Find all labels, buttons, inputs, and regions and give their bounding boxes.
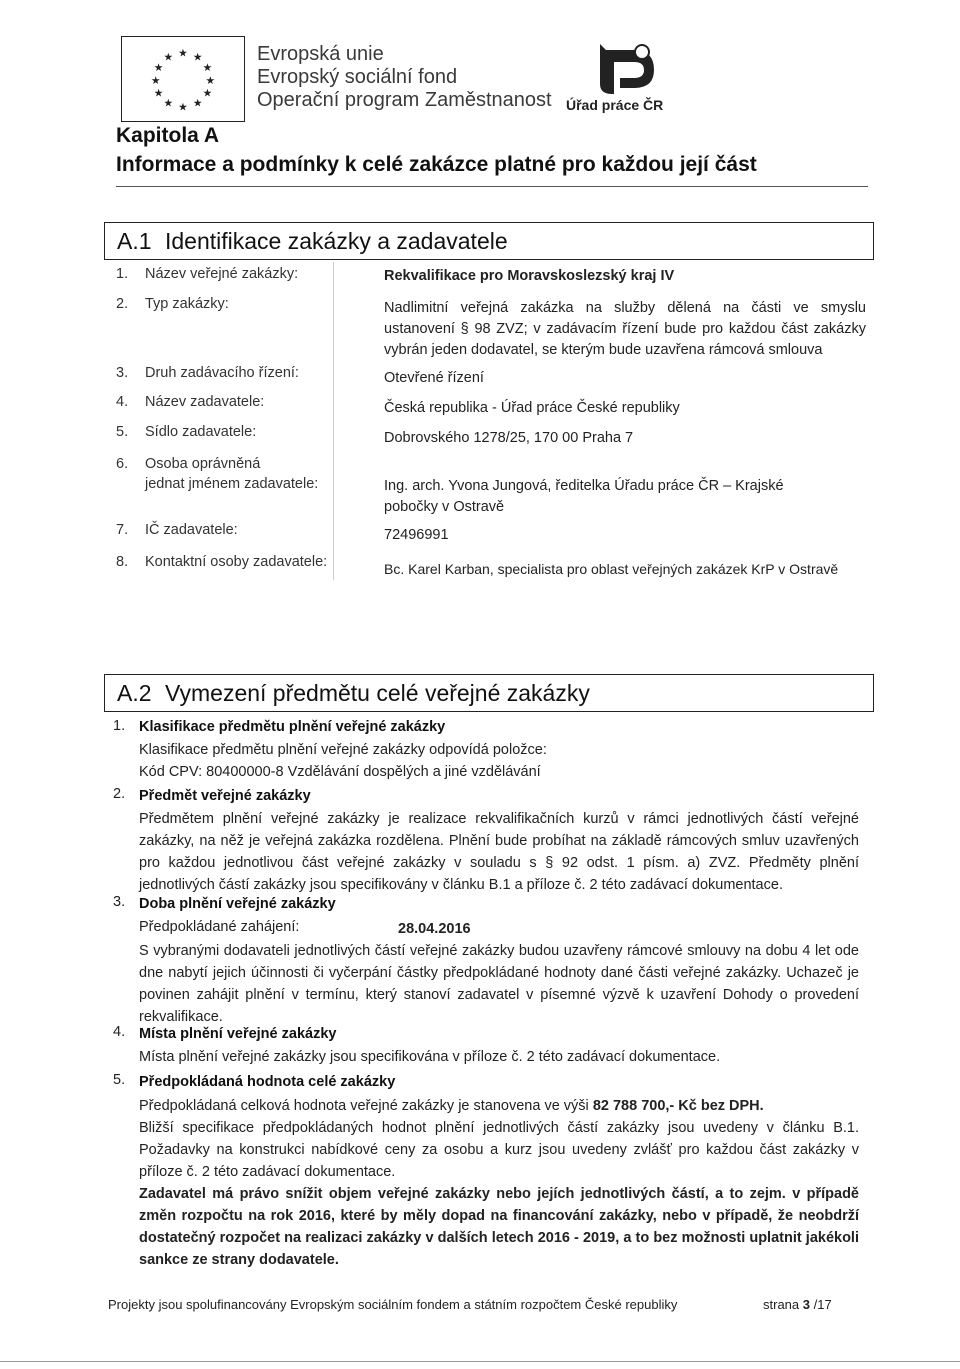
chapter-title: Kapitola A <box>116 124 220 147</box>
a2-item-title: Předpokládaná hodnota celé zakázky <box>139 1074 396 1090</box>
svg-text:★: ★ <box>202 61 213 75</box>
a2-item-text: S vybranými dodavateli jednotlivých částí veřejné zakázky budou uzavřeny rámcové smlouvy na dobu 4 let ode dne nabytí jejich účinnosti či vyčerpání částky předpokládané hodnoty dané části veřejné zakázky. Uchazeč je povinen zahájit plnění v termínu, který stanoví zadavatel v písemné výzvě k uzavření Dohody o provedení rekvalifikace. <box>139 943 859 1025</box>
svg-text:★: ★ <box>192 96 203 110</box>
a2-item-title: Místa plnění veřejné zakázky <box>139 1026 337 1042</box>
a2-item-text: Místa plnění veřejné zakázky jsou specifikována v příloze č. 2 této zadávací dokumentace. <box>139 1049 721 1065</box>
a1-row-label: 1. Název veřejné zakázky: <box>116 266 299 282</box>
a1-row-label: 4. Název zadavatele: <box>116 394 265 410</box>
a1-row-value: Rekvalifikace pro Moravskoslezský kraj IV <box>384 268 675 284</box>
svg-text:★: ★ <box>178 46 188 60</box>
a1-row-label: 7. IČ zadavatele: <box>116 522 238 538</box>
a2-item-number: 3. <box>113 894 126 910</box>
page-bottom-edge <box>0 1361 960 1362</box>
a1-row-label: 2. Typ zakázky: <box>116 296 229 312</box>
page-number: strana 3 /17 <box>763 1297 832 1312</box>
svg-text:★: ★ <box>205 73 216 87</box>
a1-row-label: 6. Osoba oprávněná jednat jménem zadavatele: <box>116 456 319 492</box>
a2-item-text: Bližší specifikace předpokládaných hodnot plnění jednotlivých částí zakázky jsou uvedeny v článku B.1. Požadavky na konstrukci nabídkové ceny za osobu a kurz jsou uvedeny zvlášť pro každou část zakázky v příloze č. 2 této zadávací dokumentace. <box>139 1120 859 1180</box>
svg-text:★: ★ <box>163 50 174 64</box>
a1-row-label: 5. Sídlo zadavatele: <box>116 424 257 440</box>
svg-text:★: ★ <box>178 100 188 114</box>
a2-item-number: 4. <box>113 1024 126 1040</box>
section-a2-title: Vymezení předmětu celé veřejné zakázky <box>165 680 590 706</box>
org-eu: Evropská unie <box>257 43 384 65</box>
a2-item-number: 2. <box>113 786 126 802</box>
header-org-block <box>257 43 552 112</box>
a1-row-value: Ing. arch. Yvona Jungová, ředitelka Úřadu práce ČR – Krajské pobočky v Ostravě <box>384 478 784 515</box>
a2-item-number: 5. <box>113 1072 126 1088</box>
eu-flag-icon <box>121 36 245 122</box>
a1-row-value: Bc. Karel Karban, specialista pro oblast veřejných zakázek KrP v Ostravě <box>384 561 839 577</box>
a1-row-value: Otevřené řízení <box>384 370 484 386</box>
svg-text:★: ★ <box>202 86 213 100</box>
footer-funding-note: Projekty jsou spolufinancovány Evropským sociálním fondem a státním rozpočtem České republiky <box>108 1297 678 1312</box>
a2-item-title: Klasifikace předmětu plnění veřejné zakázky <box>139 719 446 735</box>
a2-item-title: Doba plnění veřejné zakázky <box>139 896 336 912</box>
a1-row-value: 72496991 <box>384 527 449 543</box>
table-column-divider <box>333 262 334 580</box>
section-a1-heading <box>104 222 874 260</box>
a2-item-number: 1. <box>113 718 126 734</box>
a2-item-text: Předpokládané zahájení: <box>139 919 300 935</box>
chapter-subtitle: Informace a podmínky k celé zakázce platné pro každou její část <box>116 153 757 176</box>
a2-item-text: Předmětem plnění veřejné zakázky je realizace rekvalifikačních kurzů v rámci jednotlivých částí veřejné zakázky, na něž je veřejná zakázka rozdělena. Plnění bude probíhat na základě rámcových smluv uzavřených pro každou jednotlivou část veřejné zakázky v souladu s § 92 odst. 1 písm. a) ZVZ. Předměty plnění jednotlivých částí zakázky jsou specifikovány v článku B.1 a příloze č. 2 této zadávací dokumentace. <box>139 811 859 893</box>
svg-text:★: ★ <box>150 73 161 87</box>
a2-item-title: Předmět veřejné zakázky <box>139 788 311 804</box>
a1-row-value: Česká republika - Úřad práce České republiky <box>384 400 680 416</box>
a2-value-prefix: Předpokládaná celková hodnota veřejné zakázky je stanovena ve výši <box>139 1098 589 1114</box>
svg-text:★: ★ <box>192 50 203 64</box>
section-a2-heading <box>104 674 874 712</box>
section-a2-number: A.2 <box>117 680 152 706</box>
svg-text:★: ★ <box>153 86 164 100</box>
a2-item-text <box>139 1095 859 1117</box>
a2-item-bold-text: Zadavatel má právo snížit objem veřejné zakázky nebo jejích jednotlivých částí, a to zejm. v případě změn rozpočtu na rok 2016, které by měly dopad na financování zakázky, nebo v případě, že neobdrží dostatečný rozpočet na realizaci zakázky v dalších letech 2016 - 2019, a to bez možnosti uplatnit jakékoli sankce ze strany dodavatele. <box>139 1186 859 1268</box>
up-logo-name: Úřad práce ČR <box>566 97 664 113</box>
section-a1-number: A.1 <box>117 228 152 254</box>
a2-item-text: Klasifikace předmětu plnění veřejné zakázky odpovídá položce: <box>139 742 547 758</box>
a1-row-label: 8. Kontaktní osoby zadavatele: <box>116 554 328 570</box>
a1-row-label: 3. Druh zadávacího řízení: <box>116 365 299 381</box>
up-logo-icon <box>594 40 656 96</box>
org-esf: Evropský sociální fond <box>257 66 458 88</box>
a2-value-amount: 82 788 700,- Kč bez DPH. <box>592 1098 764 1114</box>
section-a1-title: Identifikace zakázky a zadavatele <box>165 228 508 254</box>
a1-row-value: Nadlimitní veřejná zakázka na služby dělená na části ve smyslu ustanovení § 98 ZVZ; v zadávacím řízení bude pro každou část zakázky vybrán jeden dodavatel, se kterým bude uzavřena rámcová smlouva <box>384 300 866 358</box>
a2-start-date: 28.04.2016 <box>398 921 471 937</box>
a2-item-text: Kód CPV: 80400000-8 Vzdělávání dospělých a jiné vzdělávání <box>139 764 541 780</box>
svg-text:★: ★ <box>153 61 164 75</box>
org-op: Operační program Zaměstnanost <box>257 89 552 111</box>
svg-text:★: ★ <box>163 96 174 110</box>
header-divider <box>116 186 868 187</box>
a1-row-value: Dobrovského 1278/25, 170 00 Praha 7 <box>384 430 634 446</box>
